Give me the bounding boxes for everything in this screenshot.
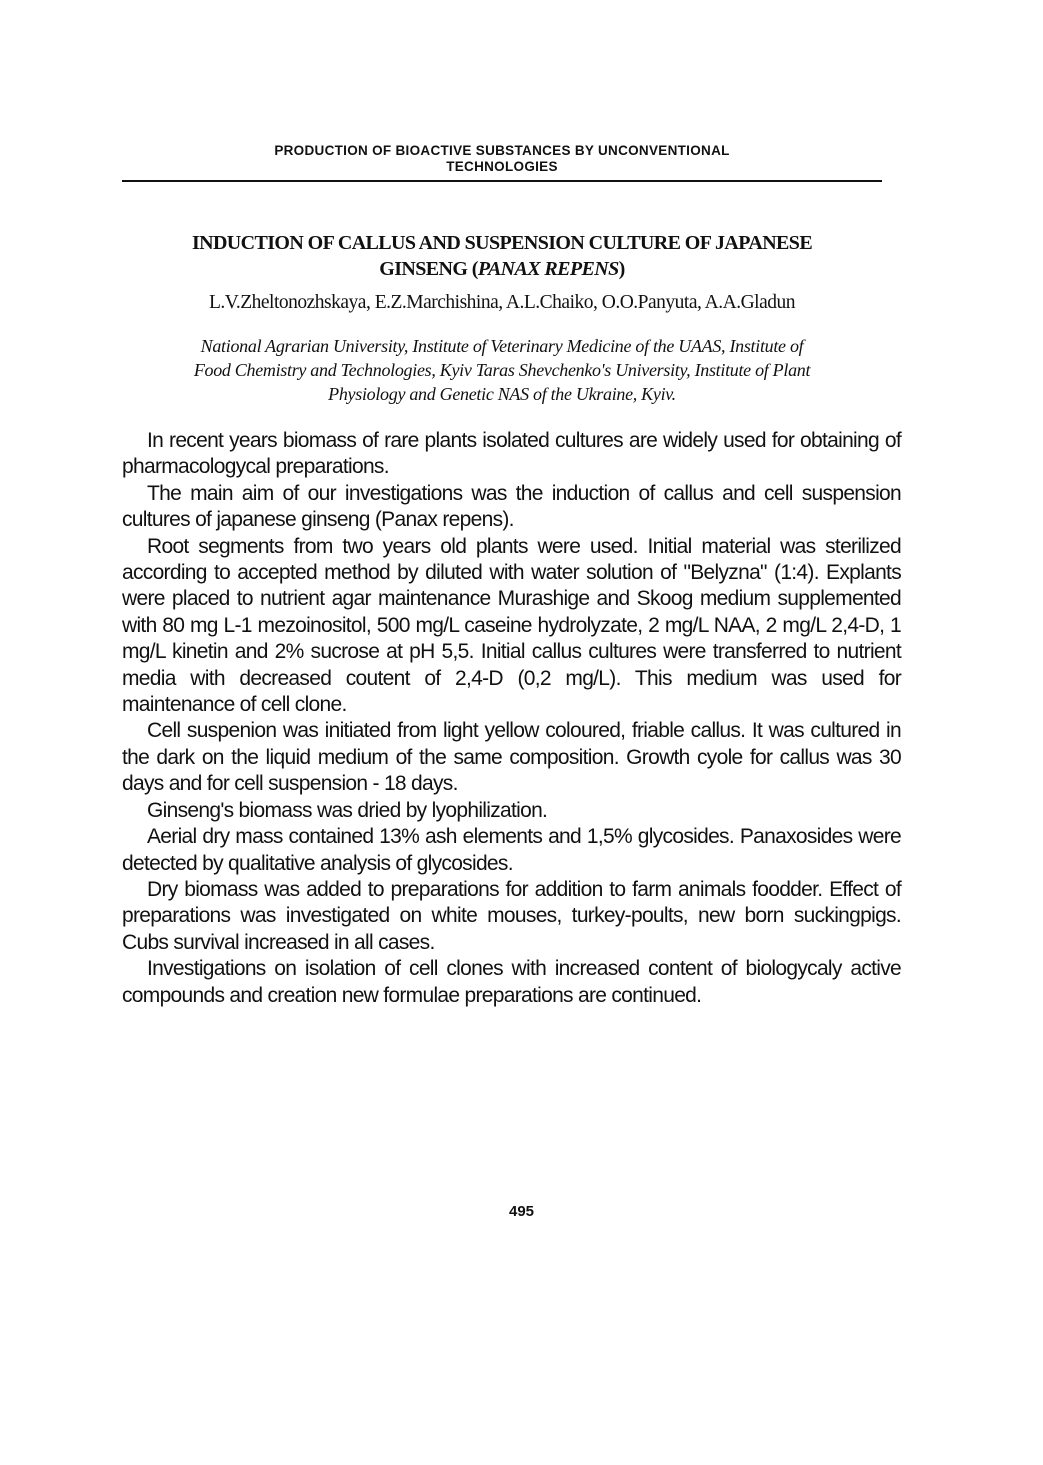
header-divider: [122, 180, 882, 182]
paragraph: The main aim of our investigations was the induction of callus and cell suspension cultures of japanese ginseng (Panax repens).: [122, 481, 901, 532]
abstract-body: [122, 428, 901, 1009]
title-line-2-plain: GINSENG (: [379, 258, 478, 280]
title-species-italic: PANAX REPENS: [477, 258, 619, 280]
title-line-1: INDUCTION OF CALLUS AND SUSPENSION CULTURE OF JAPANESE: [191, 232, 813, 254]
paper-title: [112, 230, 892, 282]
title-line-2: [112, 256, 892, 282]
title-line-2-close: ): [618, 258, 625, 280]
affiliation-line-2: Food Chemistry and Technologies, Kyiv Taras Shevchenko's University, Institute of Plant: [193, 360, 811, 380]
running-header-line-1: PRODUCTION OF BIOACTIVE SUBSTANCES BY UNCONVENTIONAL: [274, 143, 730, 158]
paragraph: Dry biomass was added to preparations for addition to farm animals foodder. Effect of preparations was investigated on white mouses, turkey-poults, new born suckingpigs. Cubs survival increased in all cases.: [122, 877, 901, 954]
paragraph: Ginseng's biomass was dried by lyophilization.: [147, 798, 548, 822]
running-header-line-2: TECHNOLOGIES: [446, 159, 558, 174]
authors: L.V.Zheltonozhskaya, E.Z.Marchishina, A.L.Chaiko, O.O.Panyuta, A.A.Gladun: [209, 292, 795, 313]
paragraph: Investigations on isolation of cell clones with increased content of biologycaly active compounds and creation new formulae preparations are continued.: [122, 957, 901, 1007]
paragraph: Cell suspenion was initiated from light yellow coloured, friable callus. It was cultured in the dark on the liquid medium of the same composition. Growth cyole for callus was 30 days and for cell suspension - 18 days.: [122, 719, 901, 796]
paragraph: Aerial dry mass contained 13% ash elements and 1,5% glycosides. Panaxosides were detected by qualitative analysis of glycosides.: [122, 825, 901, 875]
affiliation-line-1: National Agrarian University, Institute of Veterinary Medicine of the UAAS, Institute of: [200, 336, 804, 356]
page-number: 495: [508, 1203, 535, 1220]
affiliation: [100, 334, 904, 406]
paragraph: In recent years biomass of rare plants isolated cultures are widely used for obtaining of pharmacologycal preparations.: [122, 429, 901, 479]
running-header: [122, 143, 882, 175]
paragraph: Root segments from two years old plants were used. Initial material was sterilized according to accepted method by diluted with water solution of "Belyzna" (1:4). Explants were placed to nutrient agar maintenance Murashige and Skoog medium supplemented with 80 mg L-1 mezoinositol, 500 mg/L caseine hydrolyzate, 2 mg/L NAA, 2 mg/L 2,4-D, 1 mg/L kinetin and 2% sucrose at pH 5,5. Initial callus cultures were transferred to nutrient media with decreased coutent of 2,4-D (0,2 mg/L). This medium was used for maintenance of cell clone.: [122, 534, 901, 717]
affiliation-line-3: Physiology and Genetic NAS of the Ukraine, Kyiv.: [328, 384, 676, 404]
